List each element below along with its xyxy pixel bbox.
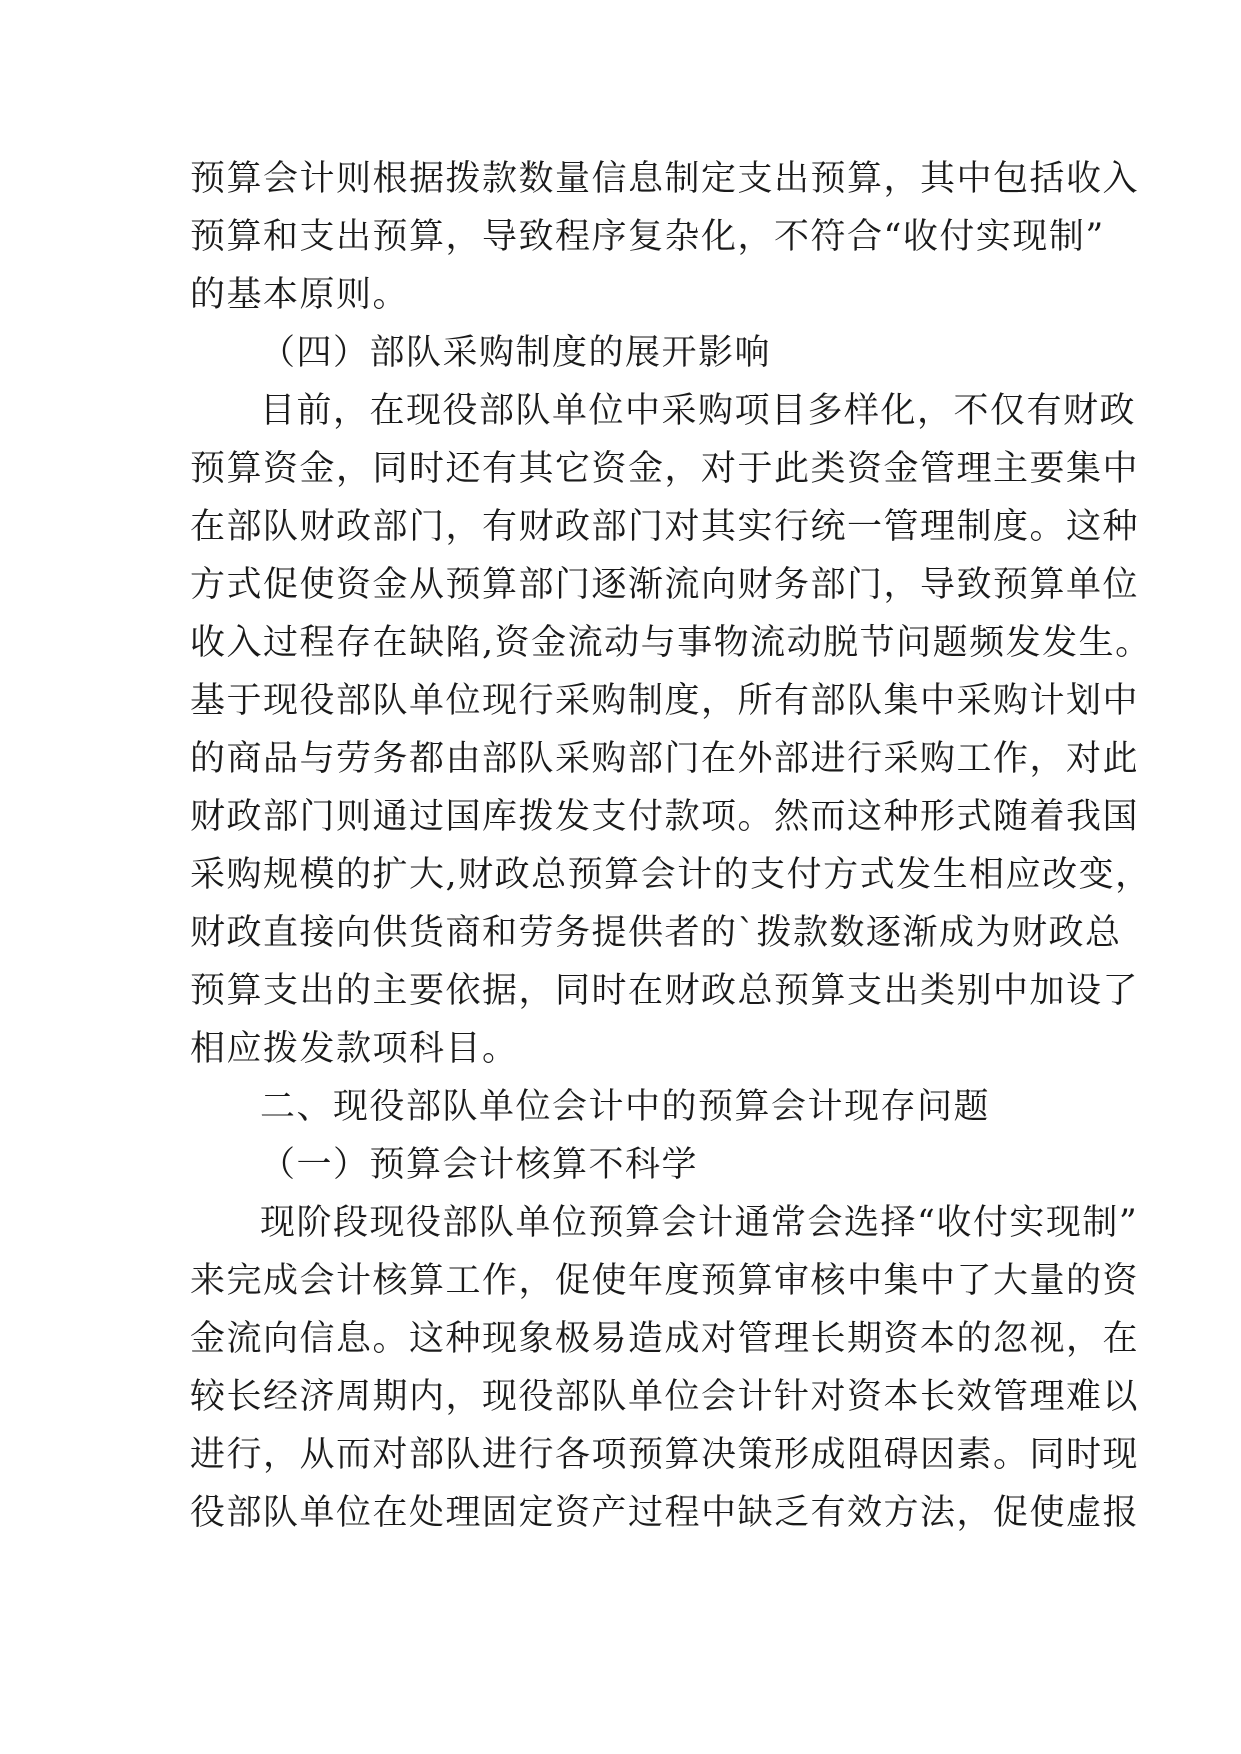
text-line: 基于现役部队单位现行采购制度，所有部队集中采购计划中: [190, 681, 1140, 721]
paragraph-start-line: 现阶段现役部队单位预算会计通常会选择“收付实现制”: [260, 1203, 1139, 1243]
text-line: 收入过程存在缺陷,资金流动与事物流动脱节问题频发发生。: [190, 623, 1152, 663]
text-line: 采购规模的扩大,财政总预算会计的支付方式发生相应改变，: [190, 855, 1152, 895]
text-line: 来完成会计核算工作，促使年度预算审核中集中了大量的资: [190, 1261, 1140, 1301]
text-line: 金流向信息。这种现象极易造成对管理长期资本的忽视，在: [190, 1319, 1140, 1359]
text-line: 财政直接向供货商和劳务提供者的`拨款数逐渐成为财政总: [190, 913, 1122, 953]
section-heading: （四）部队采购制度的展开影响: [260, 333, 772, 373]
chapter-heading: 二、现役部队单位会计中的预算会计现存问题: [260, 1087, 991, 1127]
section-heading: （一）预算会计核算不科学: [260, 1145, 699, 1185]
text-line: 役部队单位在处理固定资产过程中缺乏有效方法，促使虚报: [190, 1493, 1140, 1533]
paragraph-start-line: 目前，在现役部队单位中采购项目多样化，不仅有财政: [260, 391, 1137, 431]
text-line: 的商品与劳务都由部队采购部门在外部进行采购工作，对此: [190, 739, 1140, 779]
body-text: [190, 150, 1152, 1542]
text-line: 相应拨发款项科目。: [190, 1029, 519, 1069]
text-line: 在部队财政部门，有财政部门对其实行统一管理制度。这种: [190, 507, 1140, 547]
text-line: 的基本原则。: [190, 275, 410, 315]
text-line: 较长经济周期内，现役部队单位会计针对资本长效管理难以: [190, 1377, 1140, 1417]
text-line: 预算和支出预算，导致程序复杂化，不符合“收付实现制”: [190, 217, 1105, 257]
text-line: 方式促使资金从预算部门逐渐流向财务部门，导致预算单位: [190, 565, 1140, 605]
text-line: 预算支出的主要依据，同时在财政总预算支出类别中加设了: [190, 971, 1140, 1011]
text-line: 财政部门则通过国库拨发支付款项。然而这种形式随着我国: [190, 797, 1140, 837]
text-line: 进行，从而对部队进行各项预算决策形成阻碍因素。同时现: [190, 1435, 1140, 1475]
text-line: 预算资金，同时还有其它资金，对于此类资金管理主要集中: [190, 449, 1140, 489]
text-line: 预算会计则根据拨款数量信息制定支出预算，其中包括收入: [190, 159, 1140, 199]
